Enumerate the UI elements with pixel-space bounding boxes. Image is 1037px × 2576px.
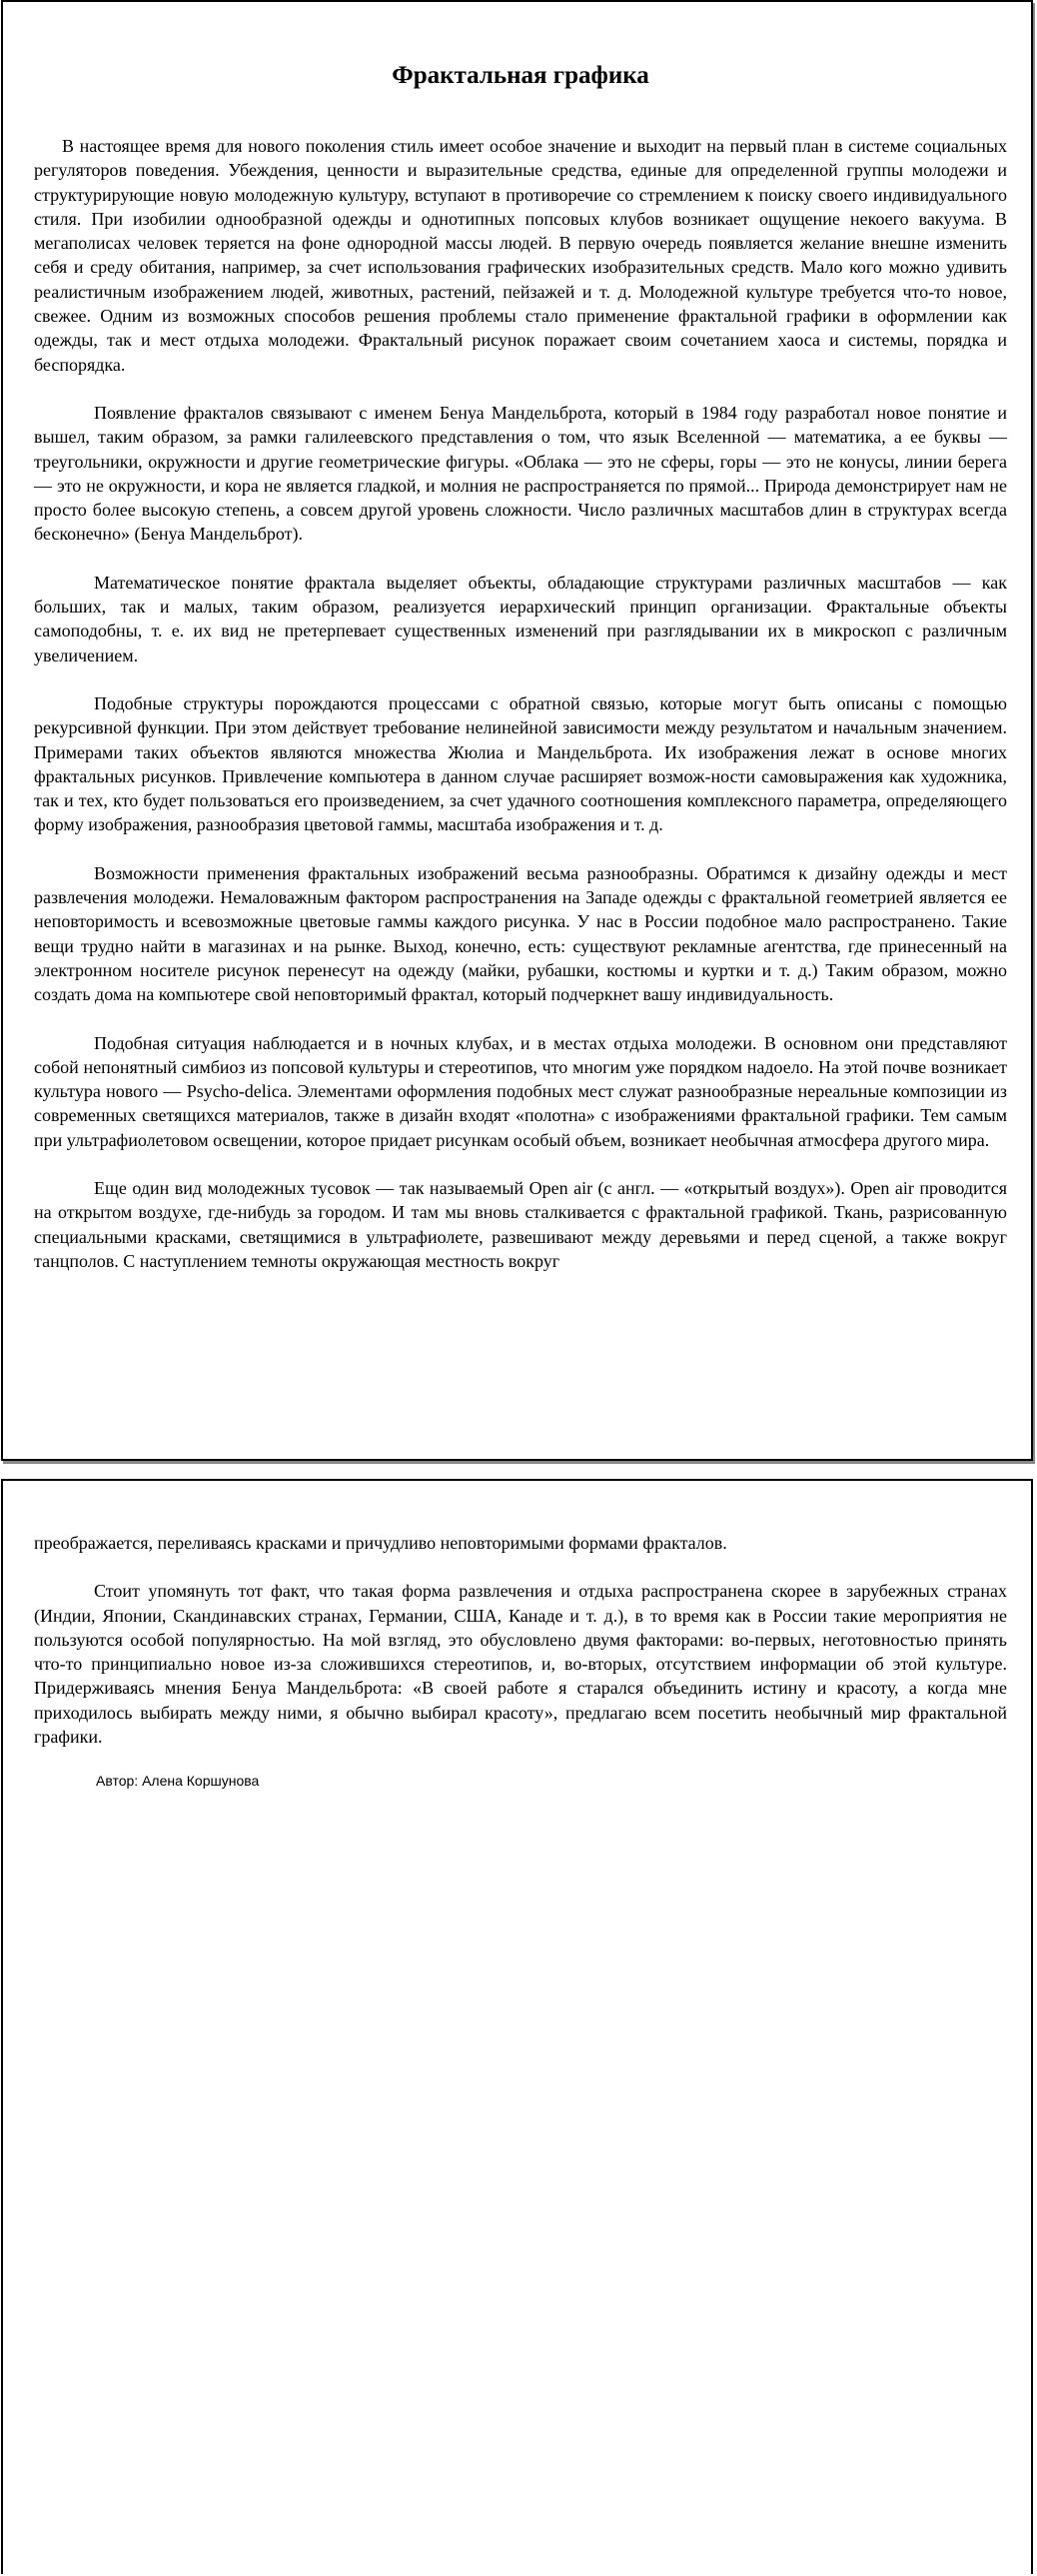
paragraph: Подобная ситуация наблюдается и в ночных клубах, и в местах отдыха молодежи. В основном они представляют собой непонятный симбиоз из попсовой культуры и стереотипов, что многим уже порядком надоело. На этой почве возникает культура нового — Psycho-delica. Элементами оформления подобных мест служат разнообразные нереальные композиции из современных светящихся материалов, также в дизайн входят «полотна» с изображениями фрактальной графики. Тем самым при ультрафиолетовом освещении, которое придает рисункам особый объем, возникает необычная атмосфера другого мира. bbox=[34, 1032, 1007, 1150]
paragraph: преображается, переливаясь красками и причудливо неповторимыми формами фракталов. bbox=[34, 1533, 727, 1553]
paragraph: Подобные структуры порождаются процессами с обратной связью, которые могут быть описаны с помощью рекурсивной функции. При этом действует требование нелинейной зависимости между результатом и начальным значением. Примерами таких объектов являются множества Жюлиа и Мандельброта. Их изображения лежат в основе многих фрактальных рисунков. Привлечение компьютера в данном случае расширяет возмож-ности самовыражения как художника, так и тех, кто будет пользоваться его произведением, за счет удачного соотношения комплексного параметра, определяющего форму изображения, разнообразия цветовой гаммы, масштаба изображения и т. д. bbox=[34, 692, 1007, 835]
paragraph: В настоящее время для нового поколения стиль имеет особое значение и выходит на первый план в системе социальных регуляторов поведения. Убеждения, ценности и выразительные средства, единые для определенной группы молодежи и структурирующие новую молодежную культуру, вступают в противоречие со стремлением к поиску своего индивидуального стиля. При изобилии однообразной одежды и однотипных попсовых клубов возникает ощущение некоего вакуума. В мегаполисах человек теряется на фоне однородной массы людей. В первую очередь появляется желание внешне изменить себя и среду обитания, например, за счет использования графических изобразительных средств. Мало кого можно удивить реалистичным изображением людей, животных, растений, пейзажей и т. д. Молодежной культуре требуется что-то новое, свежее. Одним из возможных способов решения проблемы стало применение фрактальной графики в оформлении как одежды, так и мест отдыха молодежи. Фрактальный рисунок поражает своим сочетанием хаоса и системы, порядка и беспорядка. bbox=[34, 136, 1007, 375]
paragraph: Стоит упомянуть тот факт, что такая форма развлечения и отдыха распространена скорее в зарубежных странах (Индии, Японии, Скандинавских странах, Германии, США, Канаде и т. д.), в то время как в России такие мероприятия не пользуются особой популярностью. На мой взгляд, это обусловлено двумя факторами: во-первых, неготовностью принять что-то принципиально новое из-за сложившихся стереотипов, и, во-вторых, отсутствием информации об этой культуре. Придерживаясь мнения Бенуа Мандельброта: «В своей работе я старался объединить истину и красоту, а когда мне приходилось выбирать между ними, я обычно выбирал красоту», предлагаю всем посетить необычный мир фрактальной графики. bbox=[34, 1581, 1007, 1748]
document-page-1 bbox=[1, 0, 1033, 1461]
page-title: Фрактальная графика bbox=[392, 62, 649, 89]
paragraph: Появление фракталов связывают с именем Бенуа Мандельброта, который в 1984 году разработал новое понятие и вышел, таким образом, за рамки галилеевского представления о том, что язык Вселенной — математика, а ее буквы — треугольники, окружности и другие геометрические фигуры. «Облака — это не сферы, горы — это не конусы, линии берега — это не окружности, и кора не является гладкой, и молния не распространяется по прямой... Природа демонстрирует нам не просто более высокую степень, а совсем другой уровень сложности. Число различных масштабов длин в структурах всегда бесконечно» (Бенуа Мандельброт). bbox=[34, 402, 1007, 545]
paragraph: Еще один вид молодежных тусовок — так называемый Open air (с англ. — «открытый воздух»). Open air проводится на открытом воздухе, где-нибудь за городом. И там мы вновь сталкивается с фрактальной графикой. Ткань, разрисованную специальными красками, светящимися в ультрафиолете, развешивают между деревьями и перед сценой, а также вокруг танцполов. С наступлением темноты окружающая местность вокруг bbox=[34, 1177, 1007, 1271]
page-content bbox=[34, 62, 1007, 1297]
paragraph: Математическое понятие фрактала выделяет объекты, обладающие структурами различных масштабов — как больших, так и малых, таким образом, реализуется иерархический принцип организации. Фрактальные объекты самоподобны, т. е. их вид не претерпевает существенных изменений при разглядывании их в микроскоп с различным увеличением. bbox=[34, 572, 1007, 665]
document-page-2 bbox=[1, 1479, 1033, 2574]
paragraph: Возможности применения фрактальных изображений весьма разнообразны. Обратимся к дизайну одежды и мест развлечения молодежи. Немаловажным фактором распространения на Западе одежды с фрактальной геометрией является ее неповторимость и всевозможные цветовые гаммы каждого рисунка. У нас в России подобное мало распространено. Такие вещи трудно найти в магазинах и на рынке. Выход, конечно, есть: существуют рекламные агентства, где принесенный на электронном носителе рисунок перенесут на одежду (майки, рубашки, костюмы и куртки и т. д.) Таким образом, можно создать дома на компьютере свой неповторимый фрактал, который подчеркнет вашу индивидуальность. bbox=[34, 862, 1007, 1005]
author-credit: Автор: Алена Коршунова bbox=[96, 1773, 260, 1790]
page-content bbox=[34, 1531, 1007, 1789]
